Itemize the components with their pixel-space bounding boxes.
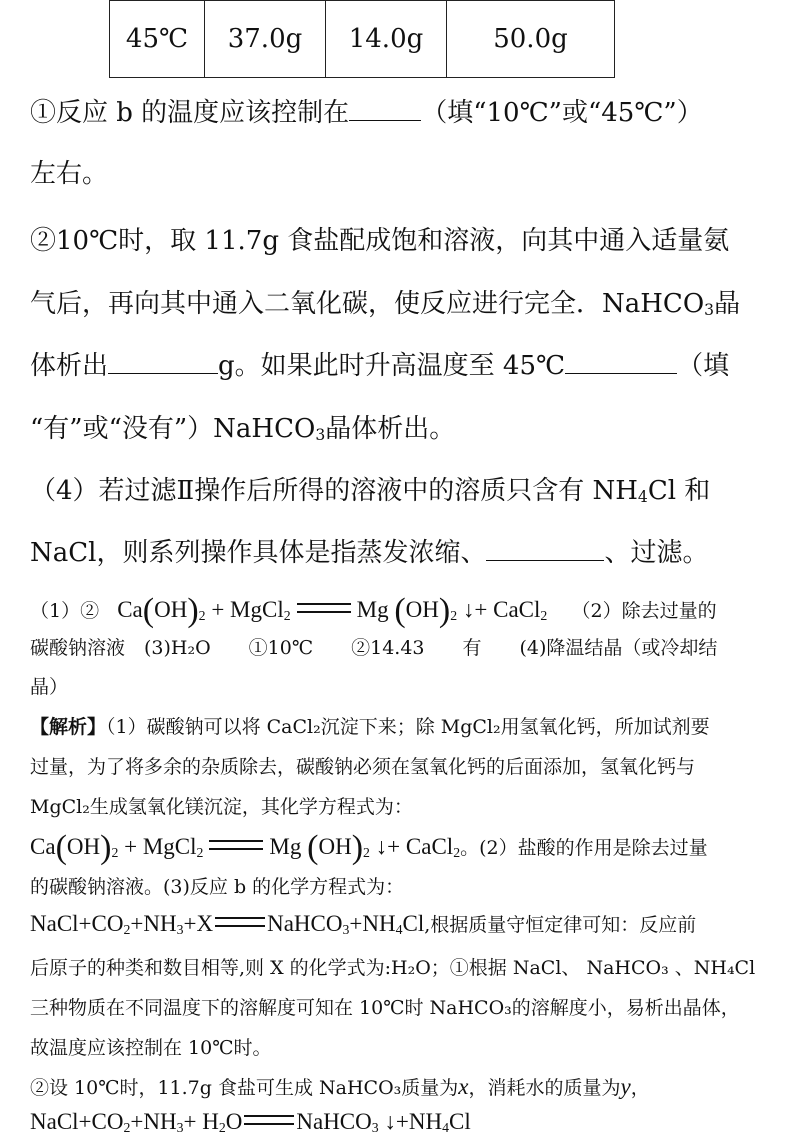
analysis-line: 故温度应该控制在 10℃时。 (30, 1037, 272, 1059)
answer-line: 晶） (30, 676, 69, 698)
question-line: ②10℃时，取 11.7g 食盐配成饱和溶液，向其中通入适量氨 (30, 226, 730, 256)
equals-sign (209, 840, 263, 850)
analysis-line: $Ca(OH)_2$ + MgCl$_2$ Mg $(OH)_2$ ↓+ CaCl$_2$。(2）盐酸的作用是除去过量 (30, 829, 708, 866)
equation: $NaCl+CO_2+NH_3+X$ $NaHCO_3+NH_4Cl$ (30, 911, 425, 937)
question-line: 左右。 (30, 159, 109, 189)
analysis-line: 的碳酸钠溶液。(3)反应 b 的化学方程式为： (30, 876, 405, 898)
table-row (110, 1, 615, 78)
analysis-line: ②设 10℃时，11.7g 食盐可生成 NaHCO₃质量为x，消耗水的质量为y， (30, 1074, 650, 1099)
answer-line: 碳酸钠溶液 (3)H₂O ①10℃ ②14.43 有 (4)降温结晶（或冷却结 (30, 637, 718, 659)
analysis-line: 过量，为了将多余的杂质除去，碳酸钠必须在氢氧化钙的后面添加，氢氧化钙与 (30, 756, 696, 778)
analysis-line: MgCl₂生成氢氧化镁沉淀，其化学方程式为： (30, 796, 413, 818)
table-cell: 37.0g (205, 1, 326, 78)
table-cell: 45℃ (110, 1, 205, 78)
answer-line: （1）② $Ca(OH)_2$ + MgCl$_2$ Mg $(OH)_2$ ↓+ CaCl$_2$ （2）除去过量的 (30, 592, 717, 629)
analysis-line: 三种物质在不同温度下的溶解度可知在 10℃时 NaHCO₃的溶解度小，易析出晶体， (30, 997, 740, 1019)
question-line: ①反应 b 的温度应该控制在 （填“10℃”或“45℃”） (30, 98, 703, 128)
question-line: NaCl，则系列操作具体是指蒸发浓缩、 、过滤。 (30, 538, 709, 568)
equals-sign (215, 917, 265, 927)
question-line: 气后，再向其中通入二氧化碳，使反应进行完全．NaHCO$_3$晶 (30, 289, 741, 319)
table-cell: 50.0g (447, 1, 615, 78)
equation: $Ca(OH)_2$ + MgCl$_2$ Mg $(OH)_2$ ↓+ CaCl$_2$ (30, 829, 461, 866)
equals-sign (244, 1115, 294, 1125)
equation: $NaCl+CO_2+NH_3+ H_2O$ NaHCO$_3$ $↓+NH_4Cl$ (30, 1109, 471, 1135)
equation: $Ca(OH)_2$ + MgCl$_2$ Mg $(OH)_2$ ↓+ CaCl$_2$ (117, 592, 548, 629)
table-cell: 14.0g (326, 1, 447, 78)
answer-blank[interactable] (349, 119, 421, 121)
analysis-line (30, 1109, 471, 1136)
answer-blank[interactable] (565, 372, 677, 374)
analysis-line: $NaCl+CO_2+NH_3+X$ $NaHCO_3+NH_4Cl$,根据质量守恒定律可知：反应前 (30, 911, 697, 937)
equals-sign (297, 603, 351, 613)
analysis-line: 后原子的种类和数目相等,则 X 的化学式为:H₂O；①根据 NaCl、 NaHCO₃ 、NH₄Cl (30, 957, 756, 979)
solubility-table-row (109, 0, 615, 78)
question-line: “有”或“没有”）NaHCO$_3$晶体析出。 (30, 414, 456, 444)
answer-blank[interactable] (486, 559, 604, 561)
analysis-line: 【解析】（1）碳酸钠可以将 CaCl₂沉淀下来；除 MgCl₂用氢氧化钙，所加试剂要 (30, 716, 710, 738)
question-line: 体析出 g。如果此时升高温度至 45℃ （填 (30, 351, 730, 381)
answer-blank[interactable] (108, 372, 218, 374)
question-line: （4）若过滤Ⅱ操作后所得的溶液中的溶质只含有 $NH_4Cl$ 和 (30, 476, 711, 506)
